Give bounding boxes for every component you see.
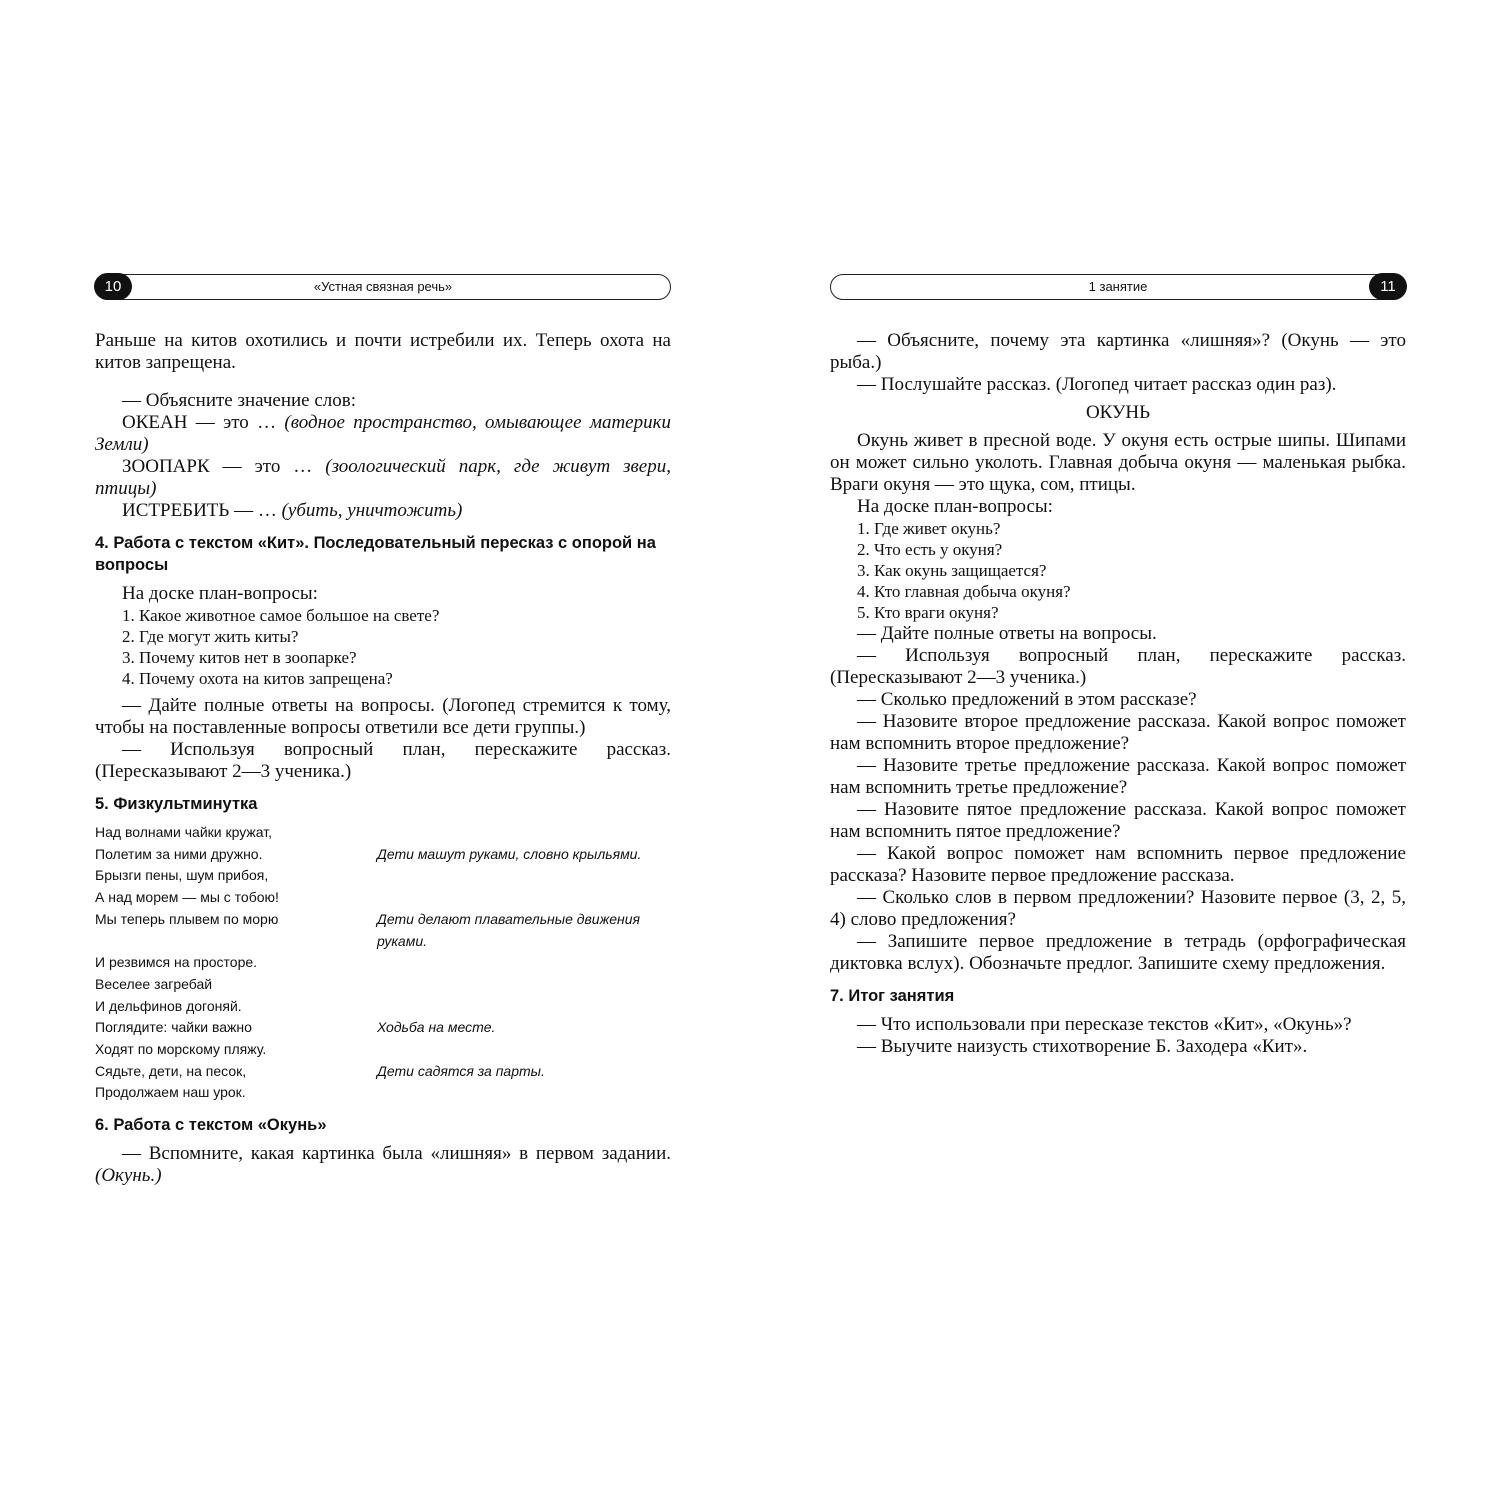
poem-row: Полетим за ними дружно. Дети машут руками, словно крыльями. xyxy=(95,845,642,862)
definition-zoo: ЗООПАРК — это … (зоологический парк, где живут звери, птицы) xyxy=(95,456,671,499)
running-header-right xyxy=(830,274,1406,300)
explain-prompt: — Объясните значение слов: xyxy=(122,390,357,411)
dialogue-line: — Сколько слов в первом предложении? Назовите первое (3, 2, 5, 4) слово предложения? xyxy=(830,887,1406,930)
dialogue-line: — Сколько предложений в этом рассказе? xyxy=(857,689,1197,710)
left-page xyxy=(95,274,671,1187)
dialogue-line: — Используя вопросный план, перескажите рассказ. (Пересказывают 2—3 ученика.) xyxy=(830,645,1406,688)
question-item: 3. Почему китов нет в зоопарке? xyxy=(122,648,357,667)
question-item: 5. Кто враги окуня? xyxy=(857,603,999,622)
poem-row: И резвимся на просторе. xyxy=(95,954,258,971)
story-text: Окунь живет в пресной воде. У окуня есть острые шипы. Шипами он может сильно уколоть. Главная добыча окуня — маленькая рыбка. Враги окуня — это щука, сом, птицы. xyxy=(830,430,1406,495)
running-title: «Устная связная речь» xyxy=(313,279,453,294)
poem-row: Поглядите: чайки важно Ходьба на месте. xyxy=(95,1019,496,1036)
right-page xyxy=(830,274,1406,1058)
running-header-left xyxy=(95,274,671,300)
dialogue-line: — Объясните, почему эта картинка «лишняя»? (Окунь — это рыба.) xyxy=(830,330,1406,373)
question-item: 4. Почему охота на китов запрещена? xyxy=(122,669,393,688)
question-item: 1. Какое животное самое большое на свете? xyxy=(122,606,440,625)
poem-row: Ходят по морскому пляжу. xyxy=(95,1041,267,1058)
page-number: 11 xyxy=(1369,273,1407,300)
poem-row: Брызги пены, шум прибоя, xyxy=(95,867,269,884)
poem-row: А над морем — мы с тобою! xyxy=(95,889,279,906)
dialogue-line: — Дайте полные ответы на вопросы. xyxy=(857,623,1157,644)
question-item: 2. Что есть у окуня? xyxy=(857,540,1003,559)
dialogue-line: — Послушайте рассказ. (Логопед читает рассказ один раз). xyxy=(857,374,1337,395)
dialogue-line: — Назовите пятое предложение рассказа. Какой вопрос поможет нам вспомнить пятое предложение? xyxy=(830,799,1406,842)
recall-paragraph: — Вспомните, какая картинка была «лишняя» в первом задании. (Окунь.) xyxy=(95,1143,671,1187)
section-6-heading: 6. Работа с текстом «Окунь» xyxy=(95,1116,327,1135)
question-item: 1. Где живет окунь? xyxy=(857,519,1001,538)
closing-line: — Что использовали при пересказе текстов «Кит», «Окунь»? xyxy=(857,1014,1352,1035)
definition-ocean: ОКЕАН — это … (водное пространство, омывающее материки Земли) xyxy=(95,412,671,455)
story-title: ОКУНЬ xyxy=(1085,402,1151,423)
poem-row: И дельфинов догоняй. xyxy=(95,997,242,1014)
dialogue-line: — Запишите первое предложение в тетрадь (орфографическая диктовка вслух). Обозначьте предлог. Запишите схему предложения. xyxy=(830,931,1406,974)
retell-paragraph: — Используя вопросный план, перескажите рассказ. (Пересказывают 2—3 ученика.) xyxy=(95,739,671,782)
question-item: 3. Как окунь защищается? xyxy=(857,561,1047,580)
intro-paragraph: Раньше на китов охотились и почти истребили их. Теперь охота на китов запрещена. xyxy=(95,330,671,373)
section-5-heading: 5. Физкультминутка xyxy=(95,795,258,813)
page-number: 10 xyxy=(94,273,132,300)
poem-row: Над волнами чайки кружат, xyxy=(95,824,272,840)
board-heading: На доске план-вопросы: xyxy=(122,583,318,604)
definition-exterminate: ИСТРЕБИТЬ — … (убить, уничтожить) xyxy=(122,500,463,521)
poem xyxy=(95,822,671,1104)
section-4-heading: 4. Работа с текстом «Кит». Последовательный пересказ с опорой на вопросы xyxy=(95,534,656,574)
closing-line: — Выучите наизусть стихотворение Б. Заходера «Кит». xyxy=(857,1036,1308,1057)
dialogue-line: — Назовите второе предложение рассказа. Какой вопрос поможет нам вспомнить второе предложение? xyxy=(830,711,1406,754)
poem-row: руками. xyxy=(377,932,427,949)
dialogue-line: — Какой вопрос поможет нам вспомнить первое предложение рассказа? Назовите первое предложение рассказа. xyxy=(830,843,1406,886)
answers-paragraph: — Дайте полные ответы на вопросы. (Логопед стремится к тому, чтобы на поставленные вопросы ответили все дети группы.) xyxy=(95,695,671,738)
right-body xyxy=(830,330,1406,1058)
poem-row: Веселее загребай xyxy=(95,975,213,992)
running-title: 1 занятие xyxy=(1088,279,1148,294)
question-item: 2. Где могут жить киты? xyxy=(122,627,299,646)
poem-row: Мы теперь плывем по морю Дети делают плавательные движения xyxy=(95,910,640,927)
dialogue-line: — Назовите третье предложение рассказа. Какой вопрос поможет нам вспомнить третье предложение? xyxy=(830,755,1406,798)
poem-row: Продолжаем наш урок. xyxy=(95,1084,246,1101)
question-item: 4. Кто главная добыча окуня? xyxy=(857,582,1071,601)
board-heading: На доске план-вопросы: xyxy=(857,496,1053,517)
left-body xyxy=(95,330,671,815)
poem-row: Сядьте, дети, на песок, Дети садятся за парты. xyxy=(95,1062,545,1079)
section-7-heading: 7. Итог занятия xyxy=(830,987,955,1005)
